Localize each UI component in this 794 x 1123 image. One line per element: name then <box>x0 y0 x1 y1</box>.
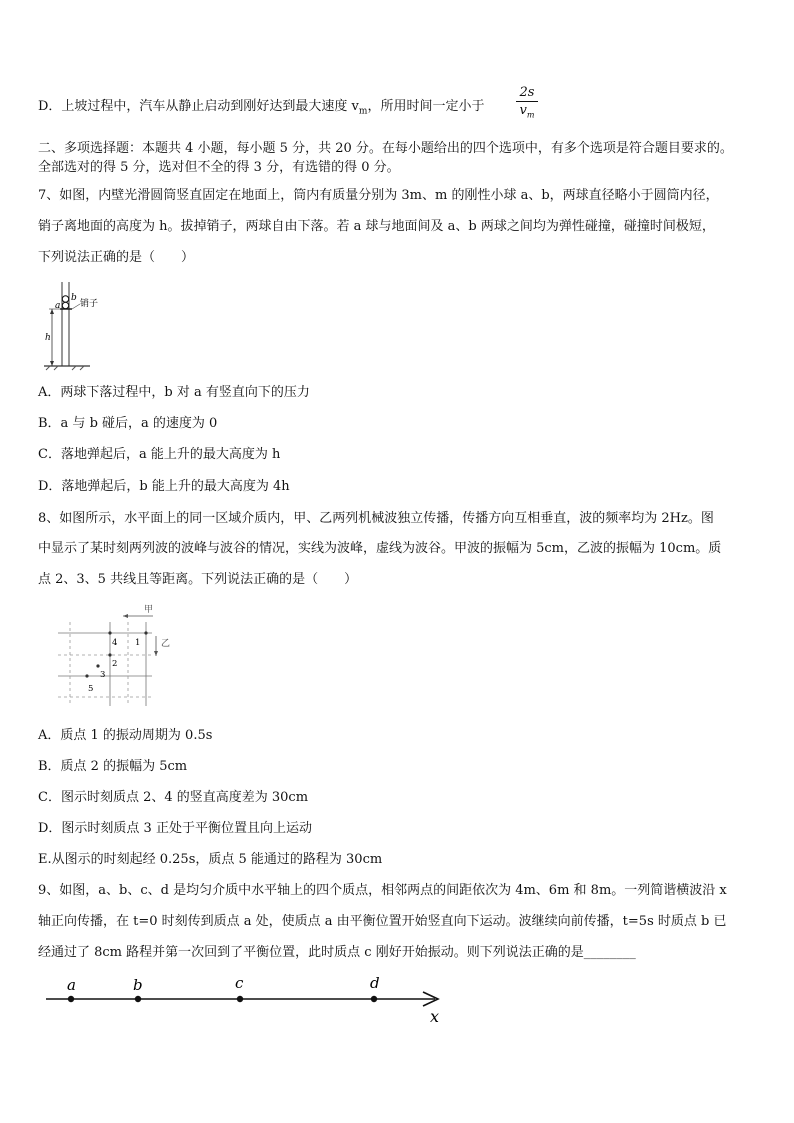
point-4-label: 4 <box>112 638 118 648</box>
axis-point-b: b <box>133 976 143 994</box>
q6d-rest: ，所用时间一定小于 <box>367 99 485 114</box>
q8-line3: 点 2、3、5 共线且等距离。下列说法正确的是（ ） <box>38 572 358 587</box>
frac-den-v: v <box>519 103 527 118</box>
point-3-label: 3 <box>100 670 106 680</box>
q7-option-c: C．落地弹起后，a 能上升的最大高度为 h <box>38 447 281 462</box>
point-1-label: 1 <box>135 638 141 648</box>
q9-figure <box>40 970 460 1026</box>
label-a: a <box>55 301 61 311</box>
q9-line1: 9、如图，a、b、c、d 是均匀介质中水平轴上的四个质点，相邻两点的间距依次为 4m、6m 和 8m。一列简谐横波沿 x <box>38 883 727 898</box>
frac-den-sub: m <box>526 110 535 120</box>
axis-point-a: a <box>67 976 76 994</box>
q7-figure <box>40 278 110 372</box>
label-b: b <box>71 293 77 303</box>
q8-line1: 8、如图所示，水平面上的同一区域介质内，甲、乙两列机械波独立传播，传播方向互相垂直，波的频率均为 2Hz。图 <box>38 511 714 526</box>
axis-point-d: d <box>370 974 380 992</box>
label-h: h <box>45 333 51 343</box>
section2-line2: 全部选对的得 5 分，选对但不全的得 3 分，有选错的得 0 分。 <box>38 160 400 175</box>
q8-option-b: B．质点 2 的振幅为 5cm <box>38 759 188 774</box>
ball-a <box>62 302 68 308</box>
pin-label: 销子 <box>80 299 99 309</box>
point-5-label: 5 <box>88 684 94 694</box>
q7-option-b: B．a 与 b 碰后，a 的速度为 0 <box>38 416 218 431</box>
q6-option-d <box>38 98 484 121</box>
label-jia: 甲 <box>144 605 154 615</box>
q9-line2: 轴正向传播，在 t=0 时刻传到质点 a 处，使质点 a 由平衡位置开始竖直向下运动。波继续向前传播，t=5s 时质点 b 已 <box>38 914 727 929</box>
section2-line1: 二、多项选择题：本题共 4 小题，每小题 5 分，共 20 分。在每小题给出的四个选项中，有多个选项是符合题目要求的。 <box>38 141 733 156</box>
label-yi: 乙 <box>161 639 171 649</box>
q8-line2: 中显示了某时刻两列波的波峰与波谷的情况，实线为波峰，虚线为波谷。甲波的振幅为 5cm，乙波的振幅为 10cm。质 <box>38 541 722 556</box>
q8-option-c: C．图示时刻质点 2、4 的竖直高度差为 30cm <box>38 790 309 805</box>
ball-b <box>62 296 68 302</box>
q7-line2: 销子离地面的高度为 h。拔掉销子，两球自由下落。若 a 球与地面间及 a、b 两球之间均为弹性碰撞，碰撞时间极短， <box>38 219 715 234</box>
q8-figure <box>48 600 188 712</box>
q8-option-a: A．质点 1 的振动周期为 0.5s <box>38 728 213 743</box>
q6d-text: D．上坡过程中，汽车从静止启动到刚好达到最大速度 v <box>38 99 359 114</box>
q9-line3: 经通过了 8cm 路程并第一次回到了平衡位置，此时质点 c 刚好开始振动。则下列说法正确的是________ <box>38 945 636 960</box>
q8-option-d: D．图示时刻质点 3 正处于平衡位置且向上运动 <box>38 821 312 836</box>
axis-label-x: x <box>430 1007 440 1026</box>
q7-line1: 7、如图，内壁光滑圆筒竖直固定在地面上，筒内有质量分别为 3m、m 的刚性小球 a、b，两球直径略小于圆筒内径， <box>38 188 719 203</box>
frac-numerator: 2s <box>516 84 538 102</box>
q7-line3: 下列说法正确的是（ ） <box>38 250 195 265</box>
frac-denominator <box>516 102 538 124</box>
q7-option-d: D．落地弹起后，b 能上升的最大高度为 4h <box>38 479 290 494</box>
q6d-fraction <box>516 84 538 124</box>
axis-point-c: c <box>235 974 244 992</box>
q6d-sub: m <box>358 106 368 117</box>
q8-option-e: E.从图示的时刻起经 0.25s，质点 5 能通过的路程为 30cm <box>38 852 383 867</box>
point-2-label: 2 <box>112 659 118 669</box>
q7-option-a: A．两球下落过程中，b 对 a 有竖直向下的压力 <box>38 385 310 400</box>
